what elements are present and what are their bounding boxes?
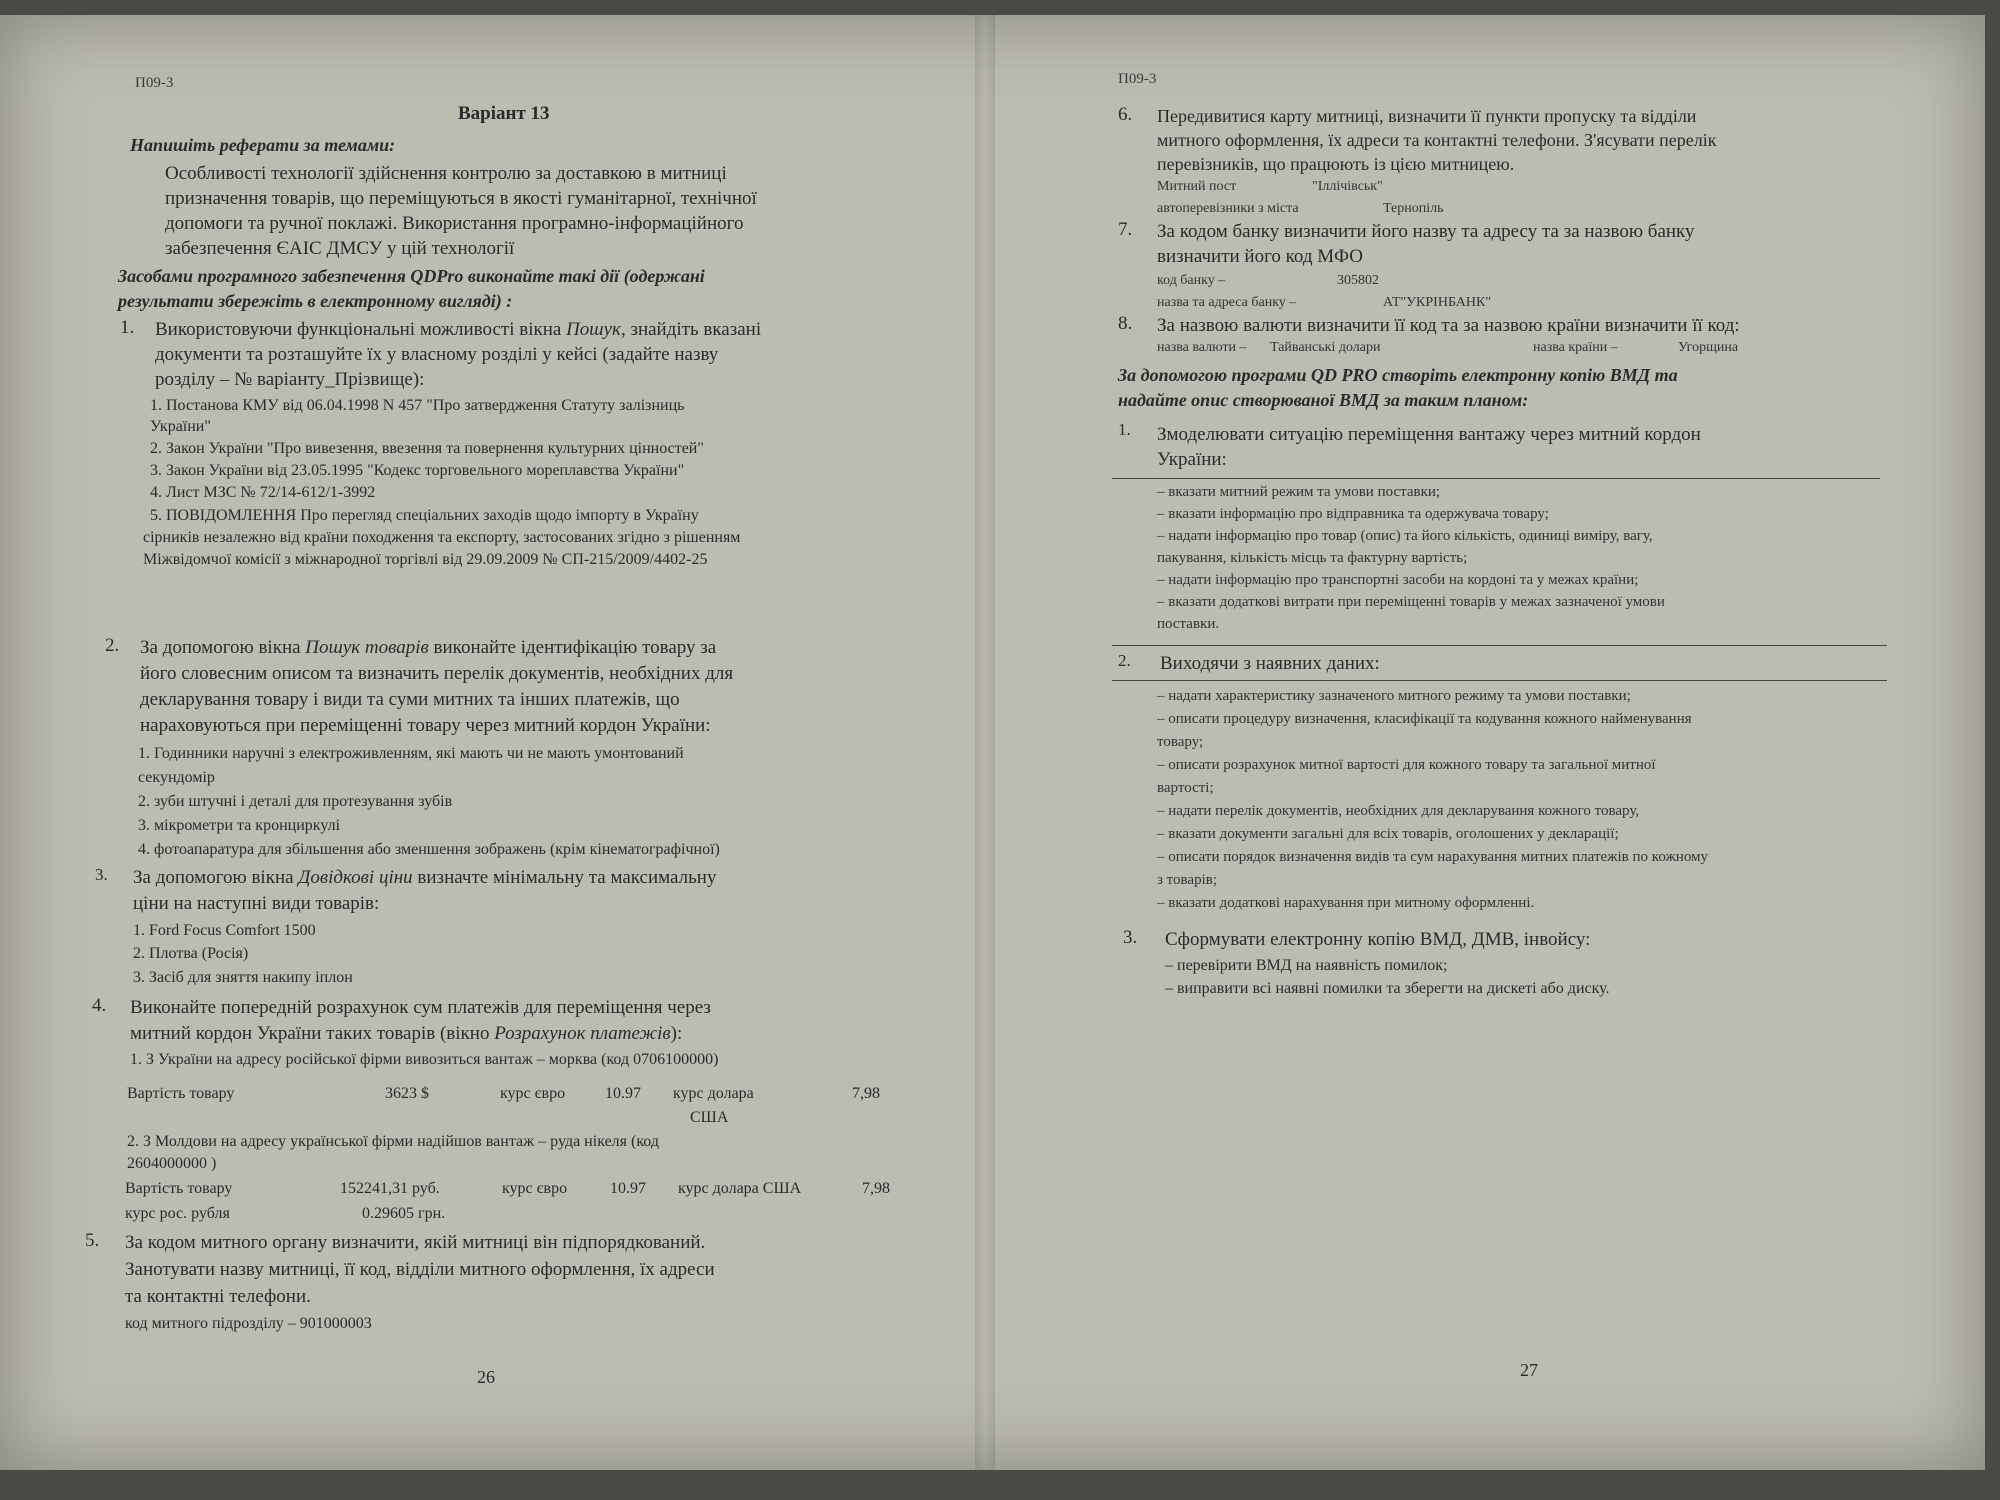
carriers-value: Тернопіль bbox=[1383, 201, 1444, 216]
page-number: 26 bbox=[477, 1367, 495, 1387]
task-text: та контактні телефони. bbox=[125, 1286, 311, 1307]
plan-text: Виходячи з наявних даних: bbox=[1160, 653, 1380, 674]
price-item: 1. Ford Focus Comfort 1500 bbox=[133, 922, 316, 939]
plan-number: 1. bbox=[1118, 420, 1131, 439]
essay-line: допомоги та ручної поклажі. Використання програмно-інформаційного bbox=[165, 213, 744, 234]
task-text: розділу – № варіанту_Прізвище): bbox=[155, 369, 425, 390]
price-item: 2. Плотва (Росія) bbox=[133, 945, 249, 962]
currency-value: Тайванські долари bbox=[1270, 340, 1381, 355]
plan-number: 2. bbox=[1118, 651, 1131, 670]
task-text: нараховуються при переміщенні товару через митний кордон України: bbox=[140, 715, 711, 736]
vmd-heading: За допомогою програми QD PRO створіть електронну копію ВМД та bbox=[1118, 365, 1678, 385]
plan-text: Змоделювати ситуацію переміщення вантажу через митний кордон bbox=[1157, 424, 1701, 445]
plan-item: – надати інформацію про товар (опис) та його кількість, одиниці виміру, вагу, bbox=[1157, 528, 1653, 544]
task-text: За назвою валюти визначити її код та за назвою країни визначити її код: bbox=[1157, 315, 1740, 336]
doc-item: 2. Закон України "Про вивезення, ввезення та повернення культурних цінностей" bbox=[150, 440, 704, 457]
page-number: 27 bbox=[1520, 1360, 1538, 1380]
plan-item: – надати перелік документів, необхідних для декларування кожного товару, bbox=[1157, 803, 1640, 819]
task-number: 4. bbox=[92, 995, 107, 1016]
plan-item: – перевірити ВМД на наявність помилок; bbox=[1165, 957, 1448, 974]
plan-item: – описати порядок визначення видів та сум нарахування митних платежів по кожному bbox=[1157, 849, 1709, 865]
task-text: За кодом митного органу визначити, якій митниці він підпорядкований. bbox=[125, 1232, 706, 1253]
plan-item: поставки. bbox=[1157, 616, 1220, 632]
doc-item: 1. Постанова КМУ від 06.04.1998 N 457 "Про затвердження Статуту залізниць bbox=[150, 397, 685, 414]
task-text: визначити його код МФО bbox=[1157, 246, 1363, 267]
task-text: За кодом банку визначити його назву та адресу та за назвою банку bbox=[1157, 221, 1695, 242]
country-value: Угорщина bbox=[1678, 340, 1739, 355]
rub-rate-value: 0.29605 грн. bbox=[362, 1205, 446, 1222]
customs-code: код митного підрозділу – 901000003 bbox=[125, 1315, 372, 1332]
task-number: 5. bbox=[85, 1230, 100, 1251]
eur-rate-label: курс євро bbox=[500, 1085, 566, 1102]
task-number: 1. bbox=[120, 317, 135, 338]
plan-text: України: bbox=[1157, 449, 1227, 470]
essay-heading: Напишіть реферати за темами: bbox=[130, 135, 396, 155]
task-number: 2. bbox=[105, 635, 120, 656]
task-text: його словесним описом та визначить перелік документів, необхідних для bbox=[140, 663, 734, 684]
usd-rate-label: курс долара США bbox=[678, 1180, 802, 1197]
doc-item: сірників незалежно від країни походження та експорту, застосованих згідно з рішенням bbox=[143, 529, 741, 546]
doc-item: 4. Лист МЗС № 72/14-612/1-3992 bbox=[150, 484, 376, 501]
plan-item: – надати характеристику зазначеного митного режиму та умови поставки; bbox=[1157, 688, 1631, 704]
plan-text: Сформувати електронну копію ВМД, ДМВ, інвойсу: bbox=[1165, 929, 1591, 950]
plan-item: – виправити всі наявні помилки та зберегти на дискеті або диску. bbox=[1165, 980, 1610, 997]
divider bbox=[1112, 645, 1887, 646]
plan-item: з товарів; bbox=[1157, 872, 1217, 888]
doc-item: Міжвідомчої комісії з міжнародної торгівлі від 29.09.2009 № СП-215/2009/4402-25 bbox=[143, 551, 708, 568]
bank-code-value: 305802 bbox=[1337, 273, 1379, 288]
price-item: 3. Засіб для зняття накипу іплон bbox=[133, 969, 353, 986]
rub-rate-label: курс рос. рубля bbox=[125, 1205, 230, 1222]
post-label: Митний пост bbox=[1157, 179, 1237, 194]
goods-item: 2. зуби штучні і деталі для протезування зубів bbox=[138, 793, 453, 810]
page-header: П09-3 bbox=[1118, 71, 1157, 87]
task-number: 6. bbox=[1118, 104, 1133, 125]
right-page bbox=[985, 15, 1985, 1455]
eur-rate-value: 10.97 bbox=[605, 1085, 641, 1102]
task-text: За допомогою вікна Довідкові ціни визначте мінімальну та максимальну bbox=[133, 867, 717, 888]
payment-item: 1. З України на адресу російської фірми вивозиться вантаж – морква (код 0706100000) bbox=[130, 1051, 719, 1068]
plan-item: – вказати митний режим та умови поставки; bbox=[1157, 484, 1441, 500]
goods-item: 1. Годинники наручні з електроживленням, які мають чи не мають умонтований bbox=[138, 745, 684, 762]
task-number: 3. bbox=[95, 865, 108, 884]
goods-value-label: Вартість товару bbox=[127, 1085, 235, 1102]
doc-item: 3. Закон України від 23.05.1995 "Кодекс торговельного мореплавства України" bbox=[150, 462, 685, 479]
left-page bbox=[0, 15, 985, 1455]
plan-item: – вказати інформацію про відправника та одержувача товару; bbox=[1157, 506, 1549, 522]
plan-item: товару; bbox=[1157, 734, 1204, 750]
plan-item: – надати інформацію про транспортні засоби на кордоні та у межах країни; bbox=[1157, 572, 1639, 588]
doc-item: 5. ПОВІДОМЛЕННЯ Про перегляд спеціальних заходів щодо імпорту в Україну bbox=[150, 507, 699, 524]
payment-item: 2. З Молдови на адресу української фірми надійшов вантаж – руда нікеля (код bbox=[127, 1133, 659, 1150]
task-text: документи та розташуйте їх у власному розділі у кейсі (задайте назву bbox=[155, 344, 719, 365]
page-header: П09-3 bbox=[135, 75, 174, 91]
task-text: За допомогою вікна Пошук товарів виконайте ідентифікацію товару за bbox=[140, 637, 717, 658]
goods-item: 4. фотоапаратура для збільшення або зменшення зображень (крім кінематографічної) bbox=[138, 841, 720, 858]
bank-name-value: АТ"УКРІНБАНК" bbox=[1383, 295, 1492, 310]
goods-value-label: Вартість товару bbox=[125, 1180, 233, 1197]
divider bbox=[1112, 680, 1887, 681]
divider bbox=[1112, 478, 1880, 479]
doc-item: України" bbox=[150, 418, 211, 435]
task-text: Виконайте попередній розрахунок сум платежів для переміщення через bbox=[130, 997, 711, 1018]
task-number: 8. bbox=[1118, 313, 1133, 334]
task-text: Занотувати назву митниці, її код, відділи митного оформлення, їх адреси bbox=[125, 1259, 715, 1280]
eur-rate-label: курс євро bbox=[502, 1180, 568, 1197]
plan-item: – вказати додаткові нарахування при митному оформленні. bbox=[1157, 895, 1535, 911]
post-value: "Іллічівськ" bbox=[1312, 179, 1383, 194]
essay-line: забезпечення ЄАІС ДМСУ у цій технології bbox=[165, 238, 515, 259]
usd-rate-label: США bbox=[690, 1109, 729, 1126]
plan-item: – описати процедуру визначення, класифікації та кодування кожного найменування bbox=[1157, 711, 1692, 727]
goods-value: 152241,31 руб. bbox=[340, 1180, 440, 1197]
goods-item: 3. мікрометри та кронциркулі bbox=[138, 817, 341, 834]
task-text: перевізників, що працюють із цією митницею. bbox=[1157, 154, 1515, 174]
variant-title: Варіант 13 bbox=[458, 103, 550, 124]
open-book bbox=[0, 15, 1985, 1470]
bank-code-label: код банку – bbox=[1157, 273, 1226, 288]
plan-item: вартості; bbox=[1157, 780, 1214, 796]
plan-number: 3. bbox=[1123, 927, 1138, 948]
country-label: назва країни – bbox=[1533, 340, 1618, 355]
task-text: митний кордон України таких товарів (вікно Розрахунок платежів): bbox=[130, 1023, 683, 1044]
qdpro-heading: результати збережіть в електронному вигляді) : bbox=[118, 291, 513, 311]
vmd-heading: надайте опис створюваної ВМД за таким планом: bbox=[1118, 390, 1529, 410]
currency-label: назва валюти – bbox=[1157, 340, 1247, 355]
task-text: декларування товару і види та суми митних та інших платежів, що bbox=[140, 689, 680, 710]
usd-rate-label: курс долара bbox=[673, 1085, 754, 1102]
usd-rate-value: 7,98 bbox=[862, 1180, 890, 1197]
usd-rate-value: 7,98 bbox=[852, 1085, 880, 1102]
bank-name-label: назва та адреса банку – bbox=[1157, 295, 1297, 310]
goods-value: 3623 $ bbox=[385, 1085, 429, 1102]
plan-item: – описати розрахунок митної вартості для кожного товару та загальної митної bbox=[1157, 757, 1656, 773]
essay-line: Особливості технології здійснення контролю за доставкою в митниці bbox=[165, 163, 727, 184]
task-text: митного оформлення, їх адреси та контактні телефони. З'ясувати перелік bbox=[1157, 130, 1717, 150]
task-number: 7. bbox=[1118, 219, 1133, 240]
plan-item: – вказати додаткові витрати при переміщенні товарів у межах зазначеної умови bbox=[1157, 594, 1665, 610]
plan-item: пакування, кількість місць та фактурну вартість; bbox=[1157, 550, 1468, 566]
carriers-label: автоперевізники з міста bbox=[1157, 201, 1299, 216]
goods-item: секундомір bbox=[138, 769, 215, 786]
qdpro-heading: Засобами програмного забезпечення QDPro виконайте такі дії (одержані bbox=[118, 266, 705, 286]
essay-line: призначення товарів, що переміщуються в якості гуманітарної, технічної bbox=[165, 188, 757, 209]
payment-item: 2604000000 ) bbox=[127, 1155, 217, 1172]
task-text: Передивитися карту митниці, визначити її пункти пропуску та відділи bbox=[1157, 106, 1697, 126]
plan-item: – вказати документи загальні для всіх товарів, оголошених у декларації; bbox=[1157, 826, 1619, 842]
eur-rate-value: 10.97 bbox=[610, 1180, 646, 1197]
task-text: Використовуючи функціональні можливості вікна Пошук, знайдіть вказані bbox=[155, 319, 762, 340]
task-text: ціни на наступні види товарів: bbox=[133, 893, 380, 914]
